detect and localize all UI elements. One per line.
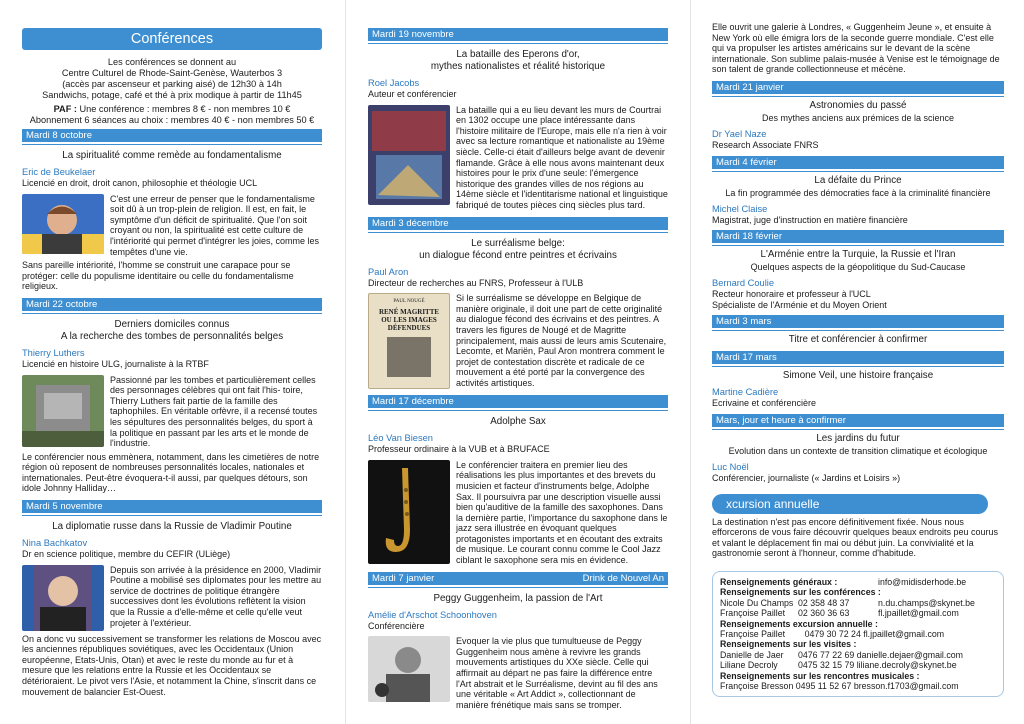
date-header [368, 217, 668, 230]
abonnement-line: Abonnement 6 séances au choix : membres 40 € - non membres 50 € [29, 115, 315, 125]
general-info-label: Renseignements généraux : [720, 576, 838, 587]
speaker-role: Conférencière [368, 620, 425, 631]
event-subtitle: Evolution dans un contexte de transition climatique et écologique [728, 445, 988, 456]
event-title: La défaite du Prince [814, 174, 902, 186]
event-description: La bataille qui a eu lieu devant les murs de Courtrai en 1302 occupe une place intéressante dans l'histoire militaire de l'Europe, mais elle n'a rien à voir avec sa lecture romantique et nationaliste au 19ème siècle. Celle-ci était d'ailleurs belge avant de devenir flamande. Grâce à elle nous avons maintenant deux histoires pour le prix d'une seule: l'émergence historique des grandes villes de nos régions au 14ème siècle et l'identitarisme national et linguistique fabriqué de toutes pièces cinq siècles plus tard. [456, 104, 668, 210]
event-extra: Sans pareille intériorité, l'homme se construit une carapace pour se protéger: celle du populisme identitaire ou celle du fondamentalisme religieux. [22, 260, 294, 292]
event-date: Mardi 18 février [716, 231, 782, 243]
contact-box [712, 571, 1004, 697]
event-title: La bataille des Eperons d'or, [456, 49, 580, 60]
date-header [712, 315, 1004, 328]
date-header [22, 298, 322, 311]
date-header [712, 156, 1004, 169]
speaker-name: Martine Cadière [712, 387, 779, 398]
contact-email: n.du.champs@skynet.be [878, 597, 975, 608]
contact-details: 0476 77 22 69 danielle.dejaer@gmail.com [798, 649, 963, 660]
contact-phone: 02 360 36 63 [798, 608, 850, 619]
speaker-role-2: Spécialiste de l'Arménie et du Moyen Orient [712, 299, 887, 310]
tomb-photo [22, 375, 104, 447]
event-title: L'Arménie entre la Turquie, la Russie et l'Iran [760, 249, 956, 261]
event-description: Evoquer la vie plus que tumultueuse de Peggy Guggenheim nous amène à revivre les grands mouvements artistiques du XXe siècle. Celle qui affirmait au départ ne pas faire la différence entre l'Art abstrait et le Surréalisme, devint au fil des ans une véritable « Art Addict », collectionnant de manière frénétique mais sans se tromper. [456, 636, 658, 710]
contact-details: 0475 32 15 79 liliane.decroly@skynet.be [798, 660, 957, 671]
saxophone-photo [368, 460, 450, 564]
event-date: Mardi 3 décembre [372, 217, 449, 229]
event-date: Mars, jour et heure à confirmer [716, 414, 846, 426]
speaker-role: Conférencier, journaliste (« Jardins et Loisirs ») [712, 472, 901, 483]
speaker-role: Dr en science politique, membre du CEFIR (ULiège) [22, 549, 231, 560]
event-date: Mardi 22 octobre [26, 298, 98, 310]
event-description: Si le surréalisme se développe en Belgique de manière originale, il doit une part de cette originalité au dialogue fécond des écrivains et des peintres. A travers les figures de Nougé et de Magritte principalement, mais aussi de leurs amis Scutenaire, Lecomte, et Mariën, Paul Aron montrera comment le projet de contestation discrète et radicale de ce mouvement a été porté par la convergence des activités artistiques. [456, 293, 667, 388]
event-date: Mardi 3 mars [716, 316, 772, 328]
event-title: Les jardins du futur [816, 432, 900, 444]
speaker-role: Licencié en droit, droit canon, philosophie et théologie UCL [22, 178, 258, 188]
event-subtitle: A la recherche des tombes de personnalités belges [60, 330, 284, 342]
contact-line: Françoise Bresson 0495 11 52 67 bresson.f1703@gmail.com [720, 680, 959, 691]
excursion-banner: xcursion annuelle [712, 494, 988, 514]
event-title: Peggy Guggenheim, la passion de l'Art [433, 592, 603, 604]
speaker-role: Directeur de recherches au FNRS, Professeur à l'ULB [368, 277, 584, 288]
contact-line: Françoise Paillet 0479 30 72 24 fl.jpaillet@gmail.com [720, 628, 945, 639]
event-description: C'est une erreur de penser que le fondamentalisme soit dû à un trop-plein de religion. Il est, en fait, le symptôme d'un déficit de spiritualité. Que l'on soit croyant ou non, la spiritualité est cette culture de l'intériorité qui permet d'intégrer les joies, comme les tempêtes d'une vie. [110, 193, 320, 257]
speaker-role: Ecrivaine et conférencière [712, 398, 817, 409]
event-title: La diplomatie russe dans la Russie de Vladimir Poutine [52, 521, 292, 533]
speaker-name: Thierry Luthers [22, 347, 85, 358]
speaker-photo [22, 194, 104, 254]
date-header [712, 351, 1004, 364]
event-date: Mardi 21 janvier [716, 81, 784, 93]
date-header [712, 414, 1004, 427]
date-header [22, 129, 322, 142]
speaker-name: Nina Bachkatov [22, 538, 88, 549]
event-body [22, 565, 322, 631]
speaker-name: Léo Van Biesen [368, 433, 433, 444]
speaker-name: Amélie d'Arschot Schoonhoven [368, 609, 497, 620]
speaker-name: Eric de Beukelaer [22, 167, 96, 177]
date-header [712, 230, 1004, 243]
speaker-name: Luc Noël [712, 461, 749, 472]
book-image [387, 337, 431, 377]
event-body [368, 105, 668, 211]
event-title: Astronomies du passé [809, 99, 907, 111]
battle-painting [368, 105, 450, 205]
guggenheim-photo [368, 636, 450, 702]
event-body [368, 293, 668, 389]
speaker-name: Dr Yael Naze [712, 128, 767, 139]
event-subtitle: La fin programmée des démocraties face à la criminalité financière [725, 187, 991, 198]
book-title: RENÉ MAGRITTE OU LES IMAGES DÉFENDUES [378, 308, 440, 333]
speaker-name: Bernard Coulie [712, 278, 775, 289]
column-left [22, 0, 322, 724]
event-date-note: Drink de Nouvel An [582, 572, 664, 584]
speaker-role: Licencié en histoire ULG, journaliste à la RTBF [22, 358, 209, 369]
event-body [368, 636, 668, 710]
book-author: PAUL NOUGÉ [393, 299, 425, 305]
event-extra: On a donc vu successivement se transformer les relations de Moscou avec les anciennes républiques soviétiques, avec les Occidentaux (Union européenne, Etats-Unis, Otan) et avec le reste du monde au fur et à mesure que les relations entre la Russie et les Occidentaux se détérioraient. Le pivot vers l'Asie, et notamment la Chine, s'inscrit dans ce mouvement de balancier Est-Ouest. [22, 633, 322, 697]
event-subtitle: un dialogue fécond entre peintres et écrivains [419, 249, 617, 261]
speaker-photo [22, 565, 104, 631]
date-header [712, 81, 1004, 94]
event-subtitle: Des mythes anciens aux prémices de la science [761, 112, 955, 123]
speaker-role: Auteur et conférencier [368, 89, 457, 99]
guggenheim-continuation: Elle ouvrit une galerie à Londres, « Guggenheim Jeune », et ensuite à New York où elle émigra lors de la seconde guerre mondiale. C'est elle qui va propulser les artistes américains sur le devant de la scène internationale. Son sublime palais-musée à Venise est le témoignage de son talent de grande collectionneuse et mécène. [712, 22, 1000, 75]
intro-line: Sandwichs, potage, café et thé à prix modique à partir de 11h45 [42, 90, 302, 100]
event-title: Simone Veil, une histoire française [782, 370, 934, 382]
column-right [712, 0, 1004, 724]
speaker-role: Recteur honoraire et professeur à l'UCL [712, 289, 871, 300]
contact-email: fl.jpaillet@gmail.com [878, 608, 959, 619]
music-info-label: Renseignements sur les rencontres musicales : [720, 670, 920, 681]
event-body [22, 194, 322, 258]
event-body [368, 460, 668, 566]
event-title: Le surréalisme belge: [471, 237, 565, 249]
visits-info-label: Renseignements sur les visites : [720, 639, 857, 650]
paf-text: Une conférence : membres 8 € - non membres 10 € [79, 104, 291, 114]
paf-line [22, 104, 322, 115]
event-date: Mardi 17 décembre [372, 396, 454, 408]
event-date: Mardi 17 mars [716, 352, 777, 364]
date-header [368, 28, 668, 41]
contact-phone: 02 358 48 37 [798, 597, 850, 608]
contact-name: Françoise Paillet [720, 608, 786, 619]
speaker-role: Magistrat, juge d'instruction en matière financière [712, 214, 908, 225]
general-email: info@midisderhode.be [878, 576, 967, 587]
event-date: Mardi 5 novembre [26, 501, 103, 513]
speaker-name: Paul Aron [368, 266, 409, 277]
excursion-info-label: Renseignements excursion annuelle : [720, 618, 878, 629]
excursion-description: La destination n'est pas encore définitivement fixée. Nous nous efforcerons de vous faire découvrir quelques beaux endroits peu courus et valant le déplacement fin mai ou début juin. La convivialité et la gastronomie seront à l'honneur, comme d'habitude. [712, 516, 999, 559]
event-title: Adolphe Sax [490, 416, 546, 428]
event-description: Le conférencier traitera en premier lieu des réalisations les plus importantes et des brevets du musicien et facteur d'instruments belge, Adolphe Sax. Il poursuivra par une description visuelle aussi bien qu'auditive de la famille des saxophones. Dans la dernière partie, l'importance du saxophone dans le jazz sera illustrée en évoquant quelques protagonistes importants et en écoutant des extraits de musique. Le courant connu comme le Cool Jazz ciblant le saxophone sera mis en évidence. [456, 459, 668, 566]
intro-line: Les conférences se donnent au [107, 57, 237, 67]
event-subtitle: Quelques aspects de la géopolitique du Sud-Caucase [750, 262, 966, 273]
book-cover [368, 293, 450, 389]
event-subtitle: mythes nationalistes et réalité historique [430, 61, 606, 72]
event-title: La spiritualité comme remède au fondamentalisme [62, 150, 282, 161]
date-header [368, 572, 668, 585]
event-date: Mardi 8 octobre [26, 130, 93, 141]
event-description: Passionné par les tombes et particulièrement celles des personnages célèbres qui ont fait l'his- toire, Thierry Luthers fait partie de la famille des taphophiles. En véritable orfèvre, il a recensé toutes les sépultures des personnalités belges, du sport à la politique en passant par les arts et le monde de l'industrie. [110, 374, 318, 449]
event-date: Mardi 7 janvier [372, 572, 435, 584]
event-date: Mardi 4 février [716, 156, 777, 168]
event-title: Titre et conférencier à confirmer [788, 334, 928, 346]
speaker-role: Professeur ordinaire à la VUB et à BRUFACE [368, 444, 550, 455]
event-date: Mardi 19 novembre [372, 29, 454, 40]
fold-line-left [345, 0, 346, 724]
event-extra: Le conférencier nous emmènera, notamment, dans les cimetières de notre région où reposent de nombreuses personnalités locales, nationales et internationales. Peut-être évoquera-t-il aussi, par quelques détours, son idole Johnny Halliday… [22, 451, 320, 494]
date-header [22, 500, 322, 513]
fold-line-right [690, 0, 691, 724]
event-title: Derniers domiciles connus [114, 318, 230, 330]
intro-line: Centre Culturel de Rhode-Saint-Genèse, Wauterbos 3 [61, 68, 283, 78]
intro-line: (accès par ascenseur et parking aisé) de 12h30 à 14h [62, 79, 282, 89]
date-header [368, 395, 668, 408]
speaker-name: Roel Jacobs [368, 78, 420, 88]
intro-block [22, 57, 322, 126]
paf-label: PAF : [53, 104, 77, 114]
speaker-name: Michel Claise [712, 203, 768, 214]
speaker-role: Research Associate FNRS [712, 139, 819, 150]
conferences-banner: Conférences [22, 28, 322, 50]
contact-name: Nicole Du Champs [720, 597, 794, 608]
column-middle [368, 0, 668, 724]
contact-name: Danielle de Jaer [720, 649, 784, 660]
event-body [22, 375, 322, 449]
conferences-info-label: Renseignements sur les conférences : [720, 587, 881, 598]
event-description: Depuis son arrivée à la présidence en 2000, Vladimir Poutine a mobilisé ses diplomates pour les mettre au service de doctrines de politique étrangère successives dont les évolutions reflètent la vision que la Russie a d'elle-même et celle qu'elle veut projeter à l'extérieur. [110, 564, 322, 628]
contact-name: Liliane Decroly [720, 660, 778, 671]
